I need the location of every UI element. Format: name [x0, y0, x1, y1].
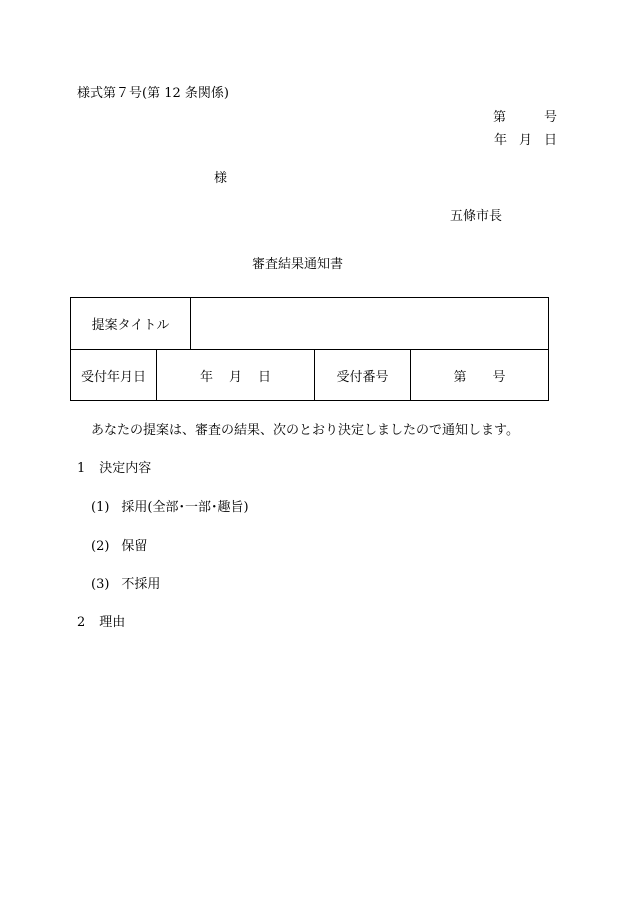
option-number: (3) [91, 577, 110, 592]
option-number: (1) [91, 500, 110, 515]
option-number: (2) [91, 539, 110, 554]
option-reject [91, 578, 160, 591]
reference-prefix: 第 [492, 110, 506, 125]
option-adopt [91, 501, 249, 514]
table-row-title [71, 298, 548, 350]
proposal-title-value [191, 298, 548, 349]
received-number-suffix: 号 [492, 370, 506, 385]
section-number: 1 [77, 461, 86, 476]
option-label: 保留 [121, 539, 148, 554]
date-year: 年 [493, 133, 507, 148]
section-reason [77, 616, 125, 629]
issue-date [494, 134, 557, 147]
received-number-label: 受付番号 [315, 350, 411, 401]
section-title: 決定内容 [99, 461, 152, 476]
received-day: 日 [258, 370, 272, 385]
received-date-label: 受付年月日 [71, 350, 157, 401]
received-number-value [411, 350, 548, 401]
table-row-receipt [71, 350, 548, 401]
section-number: 2 [77, 615, 86, 630]
section-title: 理由 [99, 615, 126, 630]
document-title: 審査結果通知書 [252, 257, 344, 272]
section-decision [77, 462, 151, 475]
notice-text: あなたの提案は、審査の結果、次のとおり決定しましたので通知します。 [91, 423, 519, 438]
option-label: 採用(全部･一部･趣旨) [121, 500, 249, 515]
info-table [70, 297, 549, 401]
form-number: 様式第７号(第 12 条関係) [77, 86, 229, 101]
date-day: 日 [543, 133, 557, 148]
reference-suffix: 号 [543, 110, 557, 125]
received-date-value [157, 350, 315, 401]
date-month: 月 [518, 133, 532, 148]
proposal-title-label: 提案タイトル [71, 298, 191, 349]
reference-number [493, 111, 557, 124]
issuer: 五條市長 [450, 209, 503, 224]
option-label: 不採用 [121, 577, 161, 592]
option-pending [91, 540, 147, 553]
received-month: 月 [228, 370, 242, 385]
addressee-suffix: 様 [214, 171, 228, 186]
received-number-prefix: 第 [453, 370, 467, 385]
received-year: 年 [199, 370, 213, 385]
